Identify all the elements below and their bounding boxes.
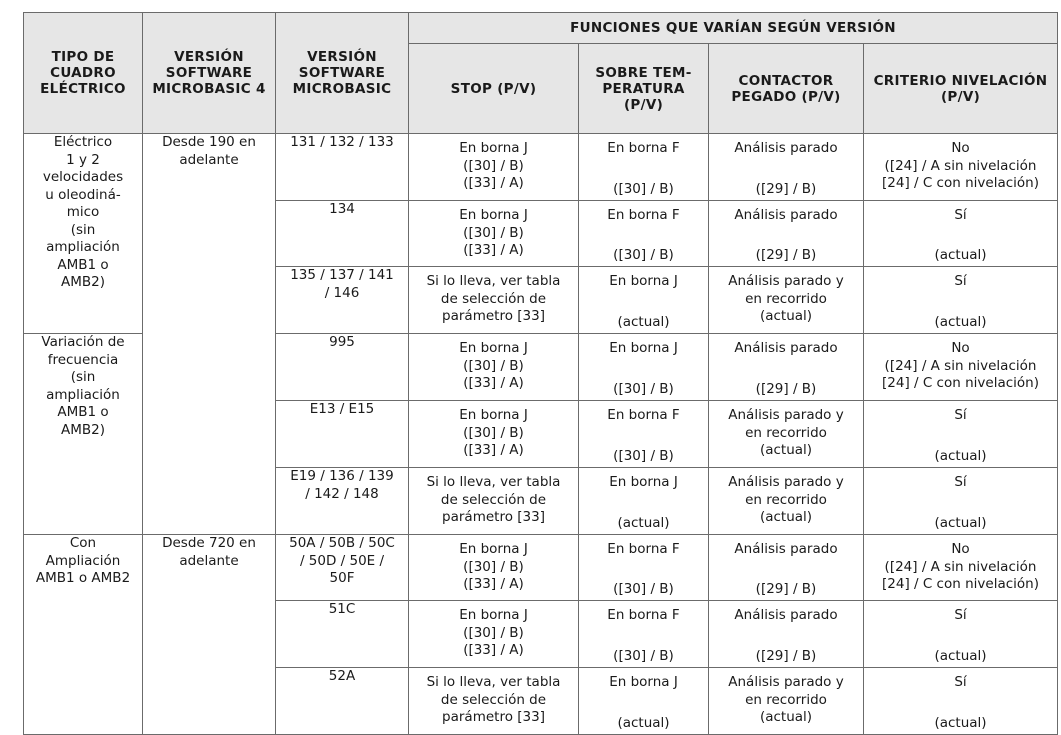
cell-stop (409, 668, 579, 735)
cell-line: 50A / 50B / 50C (289, 535, 395, 551)
header-line: SOFTWARE (298, 65, 386, 81)
cell-tipo-cuadro (24, 334, 143, 535)
cell-line: Sí (954, 474, 967, 490)
cell-line: AMB1 o AMB2 (35, 570, 131, 586)
cell-line: En borna J (609, 340, 678, 356)
cell-content (413, 134, 574, 198)
cell-line: u oleodiná- (45, 186, 121, 203)
header-line: (P/V) (497, 80, 537, 97)
cell-line: (actual) (934, 514, 987, 531)
cell-line-group (868, 541, 1053, 594)
cell-line: ([30] / B) (463, 357, 524, 374)
cell-line-group (713, 474, 859, 527)
cell-stop (409, 334, 579, 401)
cell-line: ([30] / B) (463, 157, 524, 174)
cell-line: en recorrido (745, 691, 827, 708)
cell-line: Si lo lleva, ver tabla (426, 674, 561, 690)
cell-content (868, 267, 1053, 331)
cell-content (713, 535, 859, 598)
cell-criterio (864, 601, 1058, 668)
cell-criterio (864, 267, 1058, 334)
cell-line: Análisis parado y (728, 474, 844, 490)
cell-line: parámetro [33] (442, 509, 545, 525)
header-line: STOP (450, 80, 493, 97)
cell-line: (actual) (934, 447, 987, 464)
cell-line: ([30] / B) (613, 580, 674, 597)
cell-line-group (713, 273, 859, 326)
cell-line: (actual) (759, 709, 813, 725)
cell-line: Sí (954, 273, 967, 289)
cell-line: Sí (954, 207, 967, 223)
cell-content (868, 401, 1053, 465)
cell-stop (409, 601, 579, 668)
cell-content (413, 267, 574, 331)
cell-version-mb (276, 535, 409, 601)
cell-version-mb (276, 267, 409, 334)
cell-line: ([33] / A) (463, 642, 524, 658)
cell-version-mb (276, 334, 409, 401)
cell-sobre (579, 601, 709, 668)
cell-line-group (413, 541, 574, 594)
cell-sobre (579, 267, 709, 334)
header-version-mb4 (143, 13, 276, 134)
cell-line-group (413, 407, 574, 460)
cell-line: Sí (954, 674, 967, 690)
cell-line: ampliación (46, 386, 120, 403)
cell-line: En borna J (459, 340, 528, 356)
cell-version-mb (276, 201, 409, 267)
cell-content (713, 601, 859, 665)
cell-line: ([24] / A sin nivelación (884, 157, 1037, 174)
cell-line: Análisis parado (734, 140, 838, 156)
cell-criterio (864, 668, 1058, 735)
cell-content (413, 401, 574, 465)
cell-line: Si lo lleva, ver tabla (426, 474, 561, 490)
cell-contactor (709, 201, 864, 267)
cell-line: ([29] / B) (755, 246, 817, 263)
cell-line: En borna J (609, 474, 678, 490)
cell-line: en recorrido (745, 290, 827, 307)
cell-line: AMB1 o (57, 404, 109, 420)
cell-version-mb (276, 601, 409, 668)
cell-line-group (413, 607, 574, 660)
header-line: CRITERIO (873, 72, 947, 89)
table-row (24, 134, 1058, 201)
cell-line: ([33] / A) (463, 242, 524, 258)
header-line: MICROBASIC (292, 81, 392, 97)
cell-line: (actual) (617, 313, 670, 330)
cell-line: en recorrido (745, 491, 827, 508)
cell-line: ([30] / B) (613, 447, 674, 464)
cell-contactor (709, 134, 864, 201)
header-line: SOFTWARE (165, 65, 253, 81)
cell-version-mb4 (143, 134, 276, 535)
cell-criterio (864, 201, 1058, 267)
cell-line: 995 (329, 334, 355, 350)
header-stop (409, 44, 579, 134)
header-tipo-cuadro (24, 13, 143, 134)
cell-line: ([30] / B) (613, 180, 674, 197)
cell-line: ([30] / B) (463, 424, 524, 441)
cell-line: En borna J (459, 207, 528, 223)
cell-line: Análisis parado y (728, 674, 844, 690)
cell-version-mb4 (143, 535, 276, 735)
cell-line: velocidades (42, 169, 124, 185)
cell-line: En borna J (609, 674, 678, 690)
cell-line-group (868, 140, 1053, 193)
header-line: 4 (255, 81, 266, 97)
cell-content (413, 601, 574, 665)
cell-line: (actual) (934, 647, 987, 664)
cell-line: mico (66, 204, 100, 220)
cell-line: (sin (70, 221, 96, 238)
cell-criterio (864, 401, 1058, 468)
cell-line: En borna J (459, 607, 528, 623)
cell-sobre (579, 535, 709, 601)
cell-line: ([29] / B) (755, 180, 817, 197)
cell-line: / 142 / 148 (305, 485, 379, 502)
cell-criterio (864, 535, 1058, 601)
cell-content (713, 401, 859, 465)
cell-line: ([33] / A) (463, 175, 524, 191)
cell-line: 50F (329, 570, 355, 586)
cell-line: No (951, 541, 970, 557)
cell-contactor (709, 535, 864, 601)
cell-line: 51C (328, 601, 356, 617)
cell-line: ([30] / B) (463, 224, 524, 241)
header-line: TIPO DE (51, 49, 115, 65)
cell-line: adelante (179, 151, 239, 168)
cell-line: En borna F (607, 140, 680, 156)
cell-line: ([29] / B) (755, 380, 817, 397)
cell-line: (actual) (934, 714, 987, 731)
cell-line: Sí (954, 407, 967, 423)
cell-line-group (413, 474, 574, 527)
cell-content (868, 601, 1053, 665)
cell-line: (actual) (759, 509, 813, 525)
cell-sobre (579, 201, 709, 267)
cell-line-group (413, 674, 574, 727)
cell-line: AMB2) (60, 421, 105, 438)
header-line: VERSIÓN (174, 49, 244, 65)
cell-line: (actual) (934, 313, 987, 330)
cell-criterio (864, 134, 1058, 201)
cell-version-mb (276, 668, 409, 735)
cell-stop (409, 535, 579, 601)
cell-contactor (709, 267, 864, 334)
cell-content (713, 201, 859, 264)
cell-contactor (709, 334, 864, 401)
cell-line-group (713, 407, 859, 460)
cell-line: ([30] / B) (613, 380, 674, 397)
cell-content (868, 334, 1053, 398)
cell-content (713, 334, 859, 398)
cell-line: En borna J (459, 407, 528, 423)
cell-contactor (709, 401, 864, 468)
functions-table (23, 12, 1058, 735)
cell-line-group (413, 273, 574, 326)
header-line: MICROBASIC (152, 81, 251, 97)
cell-content (583, 334, 704, 398)
cell-line: (actual) (617, 714, 670, 731)
cell-line: 134 (329, 201, 355, 217)
cell-line: Análisis parado (734, 340, 838, 356)
cell-content (583, 601, 704, 665)
cell-contactor (709, 468, 864, 535)
header-line: (P/V) (623, 96, 664, 113)
cell-line: ([29] / B) (755, 647, 817, 664)
header-line: SOBRE TEM- (595, 64, 692, 81)
cell-tipo-cuadro (24, 134, 143, 334)
cell-contactor (709, 668, 864, 735)
cell-line: frecuencia (47, 351, 119, 368)
table-body (24, 134, 1058, 735)
header-line: (P/V) (801, 88, 841, 105)
cell-version-mb (276, 468, 409, 535)
cell-sobre (579, 668, 709, 735)
cell-line: adelante (179, 552, 239, 569)
cell-content (413, 668, 574, 732)
cell-line-group (413, 340, 574, 393)
cell-line: En borna F (607, 207, 680, 223)
cell-line-group (713, 674, 859, 727)
cell-line: ([29] / B) (755, 580, 817, 597)
cell-line: (actual) (934, 246, 987, 263)
cell-content (583, 468, 704, 532)
cell-line: Eléctrico (53, 134, 113, 150)
header-line: ELÉCTRICO (40, 81, 126, 97)
cell-content (583, 267, 704, 331)
cell-content (413, 201, 574, 264)
cell-line: (actual) (759, 442, 813, 458)
cell-content (868, 201, 1053, 264)
header-sobre-temperatura (579, 44, 709, 134)
cell-line: Desde 190 en (162, 134, 256, 150)
cell-line: [24] / C con nivelación) (882, 375, 1039, 391)
cell-content (583, 134, 704, 198)
cell-line: [24] / C con nivelación) (882, 175, 1039, 191)
header-line: CUADRO (50, 65, 116, 81)
cell-content (868, 668, 1053, 732)
cell-line: parámetro [33] (442, 709, 545, 725)
cell-line: Si lo lleva, ver tabla (426, 273, 561, 289)
cell-line: E19 / 136 / 139 (290, 468, 394, 484)
cell-sobre (579, 401, 709, 468)
cell-stop (409, 267, 579, 334)
cell-sobre (579, 468, 709, 535)
cell-line: Ampliación (45, 552, 121, 569)
cell-line: AMB2) (60, 274, 105, 290)
cell-line: ([24] / A sin nivelación (884, 558, 1037, 575)
header-version-mb (276, 13, 409, 134)
cell-content (413, 535, 574, 598)
cell-line: Sí (954, 607, 967, 623)
cell-criterio (864, 468, 1058, 535)
cell-criterio (864, 334, 1058, 401)
cell-content (583, 535, 704, 598)
cell-line: ([24] / A sin nivelación (884, 357, 1037, 374)
cell-line: de selección de (440, 691, 547, 708)
cell-line: En borna J (459, 140, 528, 156)
cell-content (583, 201, 704, 264)
cell-line: AMB1 o (57, 256, 109, 273)
cell-line: de selección de (440, 491, 547, 508)
cell-line: Con (69, 535, 97, 551)
cell-line: Desde 720 en (162, 535, 256, 551)
cell-stop (409, 134, 579, 201)
cell-line: [24] / C con nivelación) (882, 576, 1039, 592)
table-row (24, 535, 1058, 601)
cell-line: ([33] / A) (463, 442, 524, 458)
cell-content (868, 468, 1053, 532)
cell-content (868, 535, 1053, 598)
cell-sobre (579, 334, 709, 401)
cell-content (868, 134, 1053, 198)
cell-line: En borna F (607, 407, 680, 423)
cell-content (713, 468, 859, 532)
cell-line: 131 / 132 / 133 (290, 134, 394, 150)
cell-line: Análisis parado y (728, 407, 844, 423)
cell-contactor (709, 601, 864, 668)
cell-content (413, 334, 574, 398)
cell-line: en recorrido (745, 424, 827, 441)
cell-stop (409, 401, 579, 468)
header-functions-group: FUNCIONES QUE VARÍAN SEGÚN VERSIÓN (409, 13, 1058, 44)
cell-line: 1 y 2 (66, 151, 100, 168)
cell-line: Análisis parado (734, 207, 838, 223)
header-line: NIVELACIÓN (951, 72, 1048, 89)
cell-line: / 146 (324, 284, 360, 301)
cell-line: (actual) (617, 514, 670, 531)
cell-content (713, 668, 859, 732)
cell-line: E13 / E15 (309, 401, 375, 417)
cell-line: ([30] / B) (463, 558, 524, 575)
cell-version-mb (276, 134, 409, 201)
header-line: (P/V) (940, 88, 981, 105)
cell-line: No (951, 340, 970, 356)
cell-content (713, 267, 859, 331)
cell-content (413, 468, 574, 532)
cell-sobre (579, 134, 709, 201)
cell-line: de selección de (440, 290, 547, 307)
cell-stop (409, 468, 579, 535)
cell-line: (actual) (759, 308, 813, 324)
cell-content (713, 134, 859, 198)
cell-line: 135 / 137 / 141 (290, 267, 394, 283)
cell-line: ([30] / B) (613, 647, 674, 664)
cell-line: parámetro [33] (442, 308, 545, 324)
cell-line: Análisis parado (734, 607, 838, 623)
header-line: VERSIÓN (307, 49, 377, 65)
header-line: CONTACTOR (738, 72, 834, 89)
cell-line-group (413, 140, 574, 193)
cell-line: Análisis parado y (728, 273, 844, 289)
cell-line: / 50D / 50E / (299, 552, 385, 569)
cell-line: En borna F (607, 607, 680, 623)
cell-tipo-cuadro (24, 535, 143, 735)
cell-line: ([33] / A) (463, 576, 524, 592)
cell-line: ([30] / B) (613, 246, 674, 263)
cell-version-mb (276, 401, 409, 468)
cell-line-group (413, 207, 574, 260)
header-criterio-nivelacion (864, 44, 1058, 134)
cell-content (583, 401, 704, 465)
cell-content (583, 668, 704, 732)
cell-line: En borna J (609, 273, 678, 289)
header-contactor-pegado (709, 44, 864, 134)
cell-line: No (951, 140, 970, 156)
cell-line: ([33] / A) (463, 375, 524, 391)
cell-line: ([30] / B) (463, 624, 524, 641)
cell-stop (409, 201, 579, 267)
cell-line: En borna J (459, 541, 528, 557)
header-line: PERATURA (602, 80, 685, 97)
cell-line: (sin (70, 369, 96, 385)
cell-line: En borna F (607, 541, 680, 557)
cell-line: 52A (328, 668, 356, 684)
cell-line: Análisis parado (734, 541, 838, 557)
cell-line: Variación de (41, 334, 125, 350)
cell-line: ampliación (46, 239, 120, 255)
cell-line-group (868, 340, 1053, 393)
header-line: PEGADO (731, 88, 797, 105)
